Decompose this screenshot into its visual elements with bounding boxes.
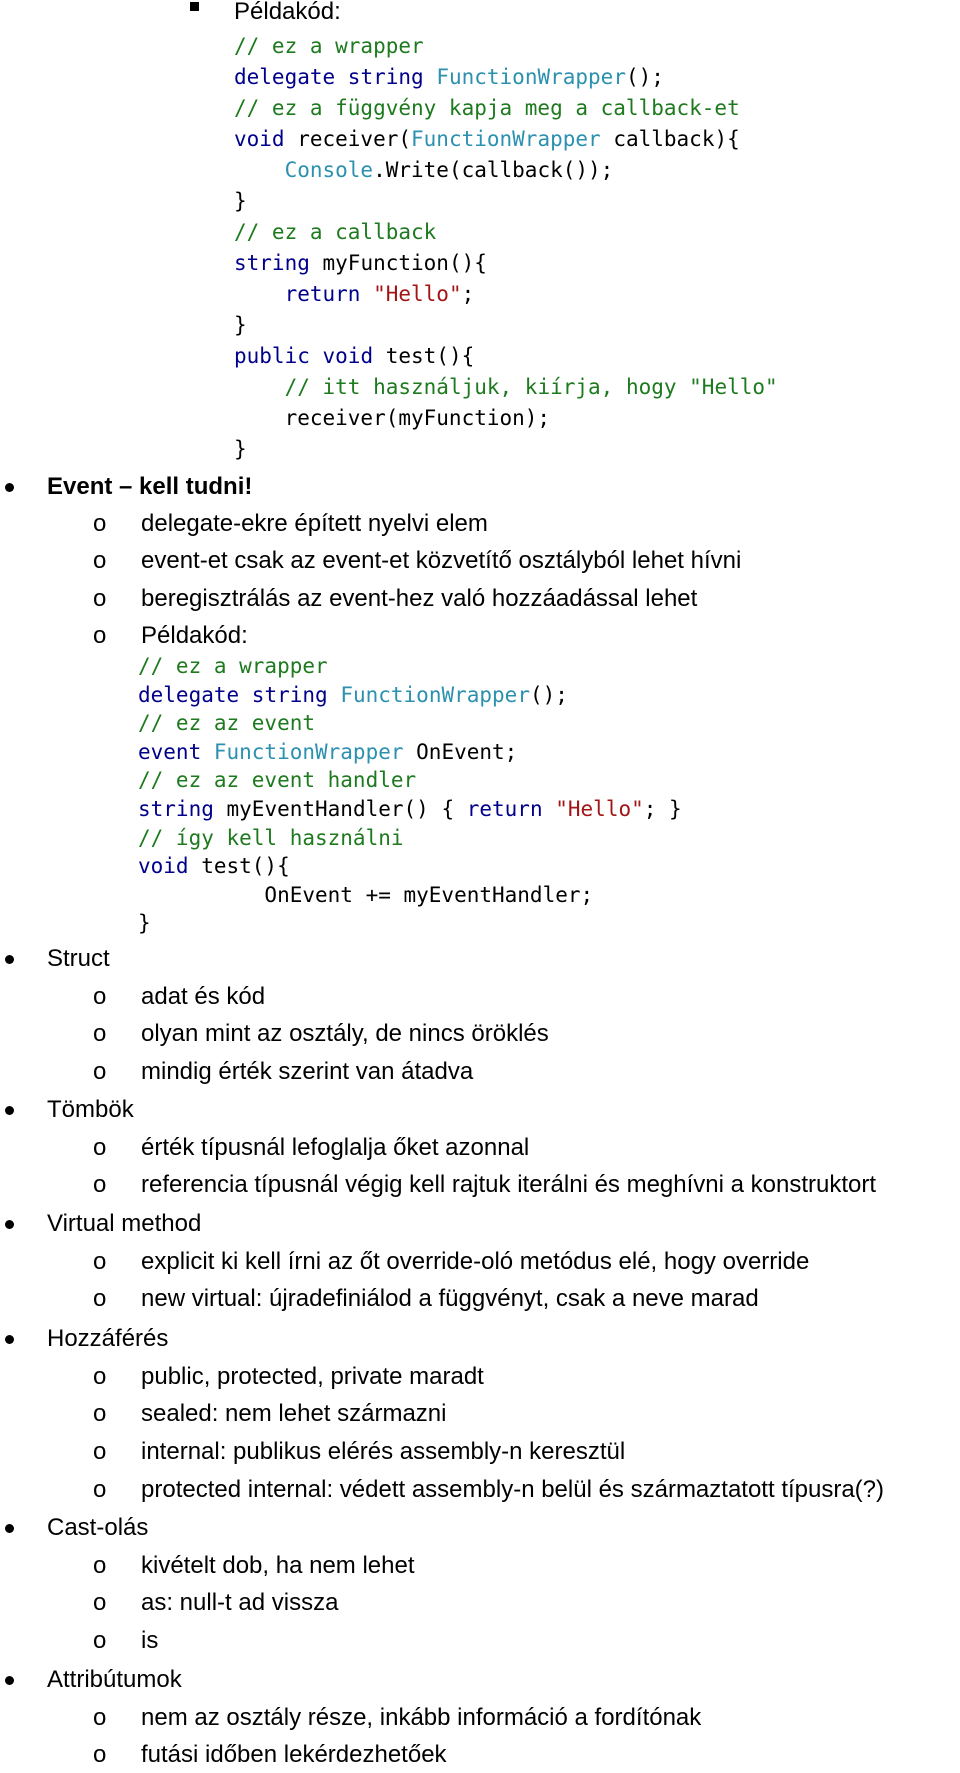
code-block-callback [234, 31, 778, 465]
code-line [138, 795, 682, 824]
circle-bullet-icon: o [93, 1704, 107, 1731]
code-token: } [138, 911, 151, 936]
list-item-text: adat és kód [141, 983, 266, 1010]
code-token: OnEvent; [403, 739, 518, 764]
code-token: delegate [138, 682, 252, 707]
code-token: // így kell használni [138, 825, 404, 850]
code-token: OnEvent += myEventHandler; [138, 882, 594, 907]
code-token: .Write(callback()); [373, 158, 614, 182]
code-line [234, 310, 778, 341]
code-line [234, 248, 778, 279]
circle-bullet-icon: o [93, 1134, 107, 1161]
bullet-icon [5, 483, 14, 492]
code-token: public [234, 344, 323, 368]
code-line [138, 881, 682, 910]
example-label: Példakód: [234, 0, 341, 25]
code-token: } [234, 437, 247, 461]
code-token: // ez a wrapper [234, 34, 424, 58]
code-token: void [234, 127, 298, 151]
code-token: // ez a callback [234, 220, 437, 244]
code-line [234, 31, 778, 62]
section-heading: Hozzáférés [47, 1325, 169, 1352]
circle-bullet-icon: o [93, 1020, 107, 1047]
code-token: Console [284, 158, 374, 182]
code-token: // ez az event handler [138, 768, 417, 793]
code-token: void [322, 344, 386, 368]
code-token: myFunction(){ [322, 251, 487, 275]
code-token: // ez az event [138, 711, 316, 736]
code-token: callback){ [600, 127, 740, 151]
bullet-icon [5, 1106, 14, 1115]
code-line [234, 403, 778, 434]
list-item-text: kivételt dob, ha nem lehet [141, 1552, 415, 1579]
list-item-text: olyan mint az osztály, de nincs öröklés [141, 1020, 549, 1047]
code-token: receiver(myFunction); [234, 406, 551, 430]
code-token: test(){ [385, 344, 475, 368]
code-line [234, 93, 778, 124]
section-heading: Tömbök [47, 1096, 134, 1123]
list-item-text: explicit ki kell írni az őt override-oló metódus elé, hogy override [141, 1248, 810, 1275]
code-token: "Hello" [373, 282, 462, 306]
code-line [138, 824, 682, 853]
code-line [138, 681, 682, 710]
code-token: (); [529, 682, 568, 707]
code-token: ; [461, 282, 475, 306]
code-token: // ez a függvény kapja meg a callback-et [234, 96, 740, 120]
circle-bullet-icon: o [93, 585, 107, 612]
circle-bullet-icon: o [93, 622, 107, 649]
code-token: string [138, 796, 227, 821]
list-item-text: protected internal: védett assembly-n belül és származtatott típusra(?) [141, 1476, 885, 1503]
code-line [138, 652, 682, 681]
code-token: receiver( [297, 127, 412, 151]
code-token: event [138, 739, 214, 764]
list-item-text: internal: publikus elérés assembly-n keresztül [141, 1438, 626, 1465]
code-token: test(){ [201, 854, 290, 879]
code-token: string [347, 65, 437, 89]
code-line [234, 341, 778, 372]
list-item-text: nem az osztály része, inkább információ a fordítónak [141, 1704, 702, 1731]
list-item-text: public, protected, private maradt [141, 1363, 484, 1390]
circle-bullet-icon: o [93, 547, 107, 574]
code-token: } [234, 313, 247, 337]
section-heading: Cast-olás [47, 1514, 149, 1541]
circle-bullet-icon: o [93, 983, 107, 1010]
list-item-text: delegate-ekre épített nyelvi elem [141, 510, 488, 537]
code-token [234, 158, 285, 182]
circle-bullet-icon: o [93, 1248, 107, 1275]
section-heading: Event – kell tudni! [47, 473, 253, 500]
code-line [234, 217, 778, 248]
circle-bullet-icon: o [93, 1476, 107, 1503]
list-item-text: as: null-t ad vissza [141, 1589, 339, 1616]
code-token: FunctionWrapper [411, 127, 601, 151]
list-item-text: sealed: nem lehet származni [141, 1400, 447, 1427]
circle-bullet-icon: o [93, 1400, 107, 1427]
code-token: FunctionWrapper [436, 65, 626, 89]
bullet-icon [5, 1676, 14, 1685]
circle-bullet-icon: o [93, 1438, 107, 1465]
bullet-icon [5, 1524, 14, 1533]
circle-bullet-icon: o [93, 1363, 107, 1390]
code-token: (); [625, 65, 664, 89]
code-token: "Hello" [555, 796, 644, 821]
code-line [138, 852, 682, 881]
list-item-text: Példakód: [141, 622, 248, 649]
list-item-text: event-et csak az event-et közvetítő osztályból lehet hívni [141, 547, 742, 574]
code-token: string [251, 682, 341, 707]
code-line [138, 909, 682, 938]
code-line [234, 62, 778, 93]
list-item-text: mindig érték szerint van átadva [141, 1058, 474, 1085]
list-item-text: érték típusnál lefoglalja őket azonnal [141, 1134, 530, 1161]
list-item-text: futási időben lekérdezhetőek [141, 1741, 447, 1768]
code-block-event [138, 652, 682, 938]
code-line [234, 372, 778, 403]
code-token: FunctionWrapper [340, 682, 530, 707]
code-token: myEventHandler() { [226, 796, 467, 821]
code-token: // ez a wrapper [138, 654, 328, 678]
section-heading: Struct [47, 945, 110, 972]
list-item-text: beregisztrálás az event-hez való hozzáadással lehet [141, 585, 698, 612]
circle-bullet-icon: o [93, 510, 107, 537]
code-token: FunctionWrapper [213, 739, 404, 764]
code-token: ; } [643, 796, 682, 821]
code-token: return [284, 282, 374, 306]
code-line [234, 279, 778, 310]
bullet-icon [5, 955, 14, 964]
bullet-icon [5, 1220, 14, 1229]
list-item-text: new virtual: újradefiniálod a függvényt, csak a neve marad [141, 1285, 759, 1312]
circle-bullet-icon: o [93, 1741, 107, 1768]
code-line [234, 124, 778, 155]
code-line [138, 766, 682, 795]
list-item-text: referencia típusnál végig kell rajtuk iterálni és meghívni a konstruktort [141, 1171, 877, 1198]
code-token: return [466, 796, 556, 821]
circle-bullet-icon: o [93, 1627, 107, 1654]
code-token: string [234, 251, 323, 275]
section-heading: Attribútumok [47, 1666, 182, 1693]
code-token: } [234, 189, 247, 213]
list-item-text: is [141, 1627, 159, 1654]
circle-bullet-icon: o [93, 1171, 107, 1198]
bullet-icon [5, 1335, 14, 1344]
code-token [234, 282, 285, 306]
code-line [138, 709, 682, 738]
circle-bullet-icon: o [93, 1058, 107, 1085]
code-line [234, 186, 778, 217]
code-line [138, 738, 682, 767]
code-line [234, 434, 778, 465]
square-bullet-icon [190, 2, 199, 11]
circle-bullet-icon: o [93, 1589, 107, 1616]
code-token: void [138, 854, 202, 879]
section-heading: Virtual method [47, 1210, 202, 1237]
code-token: // itt használjuk, kiírja, hogy "Hello" [284, 375, 778, 399]
code-token: delegate [234, 65, 348, 89]
circle-bullet-icon: o [93, 1285, 107, 1312]
code-line [234, 155, 778, 186]
circle-bullet-icon: o [93, 1552, 107, 1579]
code-token [234, 375, 285, 399]
